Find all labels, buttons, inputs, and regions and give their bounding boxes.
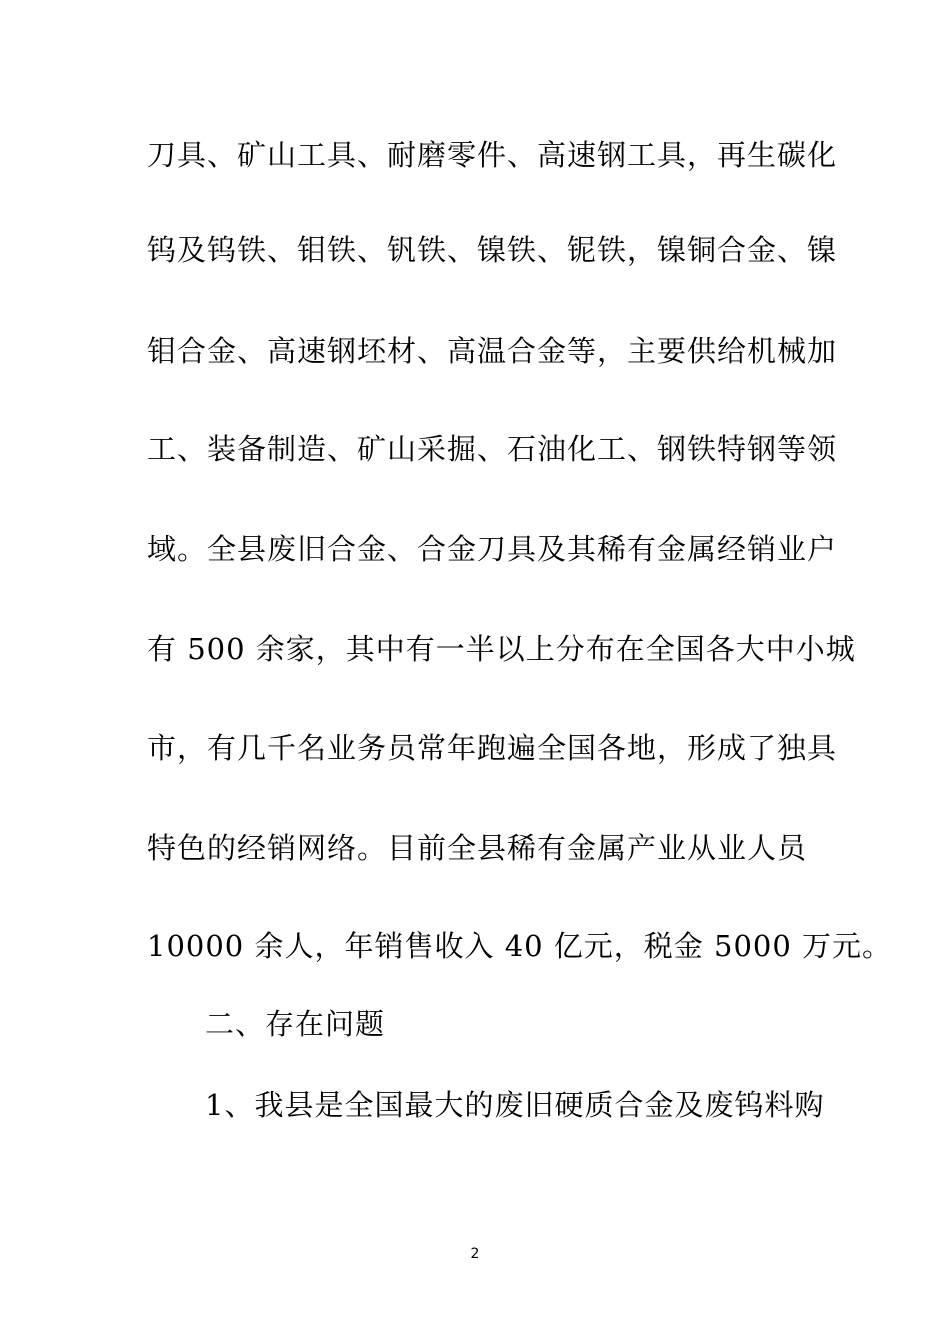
section-heading: 二、存在问题 (205, 1007, 386, 1041)
body-text-line: 钼合金、高速钢坯材、高温合金等，主要供给机械加 (147, 334, 838, 368)
body-text-line: 有 500 余家，其中有一半以上分布在全国各大中小城 (147, 632, 856, 666)
body-text-line: 特色的经销网络。目前全县稀有金属产业从业人员 (147, 831, 808, 865)
page-number: 2 (470, 1246, 480, 1262)
body-text-line: 钨及钨铁、钼铁、钒铁、镍铁、铌铁，镍铜合金、镍 (147, 233, 838, 267)
body-text-line: 10000 余人，年销售收入 40 亿元，税金 5000 万元。 (147, 929, 893, 963)
body-text-line: 市，有几千名业务员常年跑遍全国各地，形成了独具 (147, 731, 838, 765)
body-text-line: 工、装备制造、矿山采掘、石油化工、钢铁特钢等领 (147, 432, 838, 466)
numbered-item: 1、我县是全国最大的废旧硬质合金及废钨料购 (205, 1088, 825, 1122)
body-text-line: 域。全县废旧合金、合金刀具及其稀有金属经销业户 (147, 532, 838, 566)
body-text-line: 刀具、矿山工具、耐磨零件、高速钢工具，再生碳化 (147, 138, 838, 172)
